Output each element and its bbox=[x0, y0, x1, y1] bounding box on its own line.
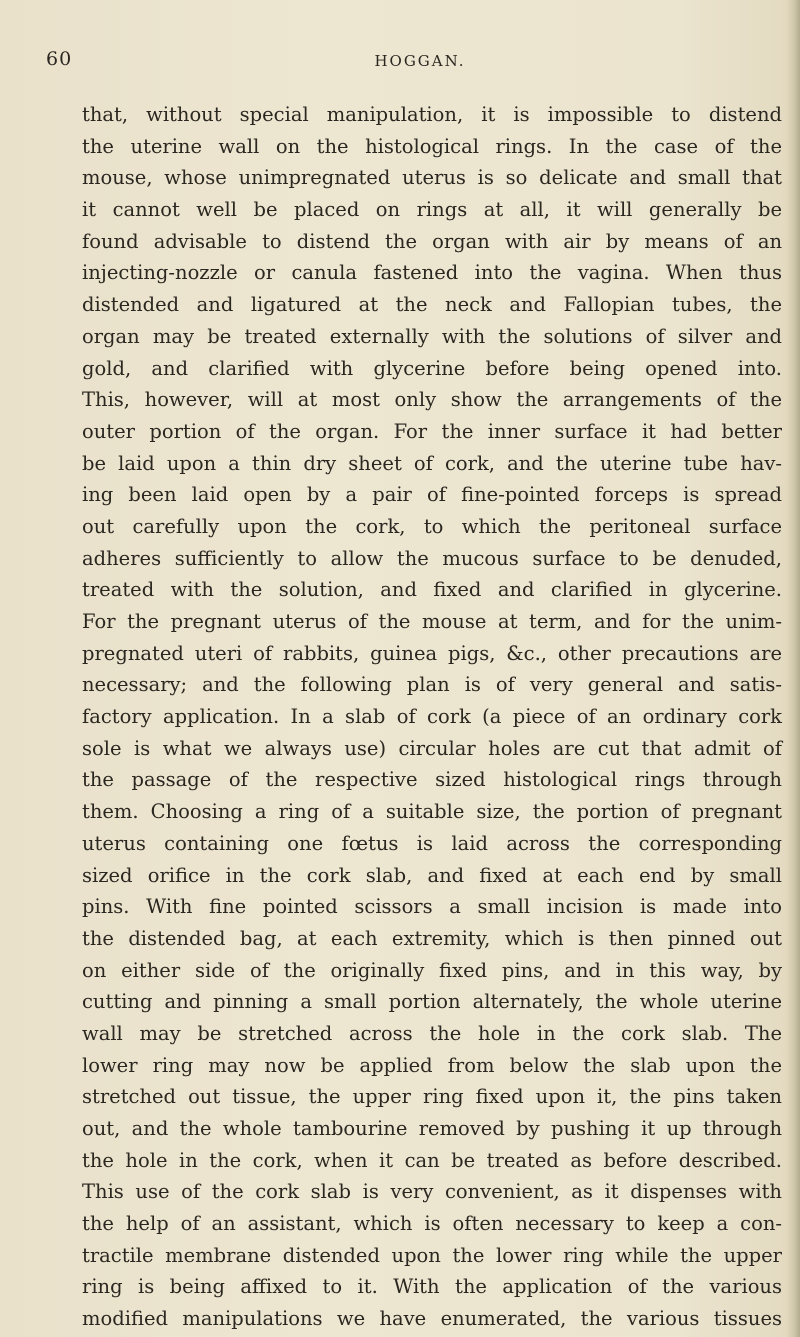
text-line: tractile membrane distended upon the lower ring while the upper bbox=[82, 1243, 782, 1267]
text-line: found advisable to distend the organ with air by means of an bbox=[82, 229, 782, 253]
text-line: sole is what we always use) circular holes are cut that admit of bbox=[82, 736, 782, 760]
text-line: ing been laid open by a pair of fine-pointed forceps is spread bbox=[82, 483, 782, 507]
text-line: This use of the cork slab is very convenient, as it dispenses with bbox=[82, 1180, 782, 1204]
text-line: be laid upon a thin dry sheet of cork, and the uterine tube hav- bbox=[82, 451, 782, 475]
text-line: pins. With fine pointed scissors a small incision is made into bbox=[82, 895, 782, 919]
text-line: the distended bag, at each extremity, which is then pinned out bbox=[82, 926, 782, 950]
text-line: necessary; and the following plan is of very general and satis- bbox=[82, 673, 782, 697]
text-line: distended and ligatured at the neck and Fallopian tubes, the bbox=[82, 293, 782, 317]
text-line: gold, and clarified with glycerine before being opened into. bbox=[82, 356, 782, 380]
body-paragraph bbox=[82, 99, 782, 1335]
text-line: outer portion of the organ. For the inner surface it had better bbox=[82, 419, 782, 443]
text-line: factory application. In a slab of cork (a piece of an ordinary cork bbox=[82, 705, 782, 729]
text-line: sized orifice in the cork slab, and fixed at each end by small bbox=[82, 863, 782, 887]
page-edge-shadow bbox=[786, 0, 800, 1337]
text-line: out, and the whole tambourine removed by pushing it up through bbox=[82, 1117, 782, 1140]
text-line: cutting and pinning a small portion alternately, the whole uterine bbox=[82, 990, 782, 1014]
text-line: the uterine wall on the histological rings. In the case of the bbox=[82, 134, 782, 158]
text-line: treated with the solution, and fixed and clarified in glycerine. bbox=[82, 578, 782, 602]
text-line: mouse, whose unimpregnated uterus is so delicate and small that bbox=[82, 166, 782, 190]
text-line: lower ring may now be applied from below the slab upon the bbox=[82, 1053, 782, 1077]
running-head bbox=[0, 52, 800, 70]
text-line: out carefully upon the cork, to which the peritoneal surface bbox=[82, 514, 782, 538]
text-line: organ may be treated externally with the solutions of silver and bbox=[82, 324, 782, 348]
text-line: it cannot well be placed on rings at all, it will generally be bbox=[82, 198, 782, 222]
text-line: adheres sufficiently to allow the mucous surface to be denuded, bbox=[82, 546, 782, 570]
running-head-text: HOGGAN. bbox=[374, 52, 466, 70]
text-line: uterus containing one fœtus is laid across the corresponding bbox=[82, 831, 782, 855]
page-number: 60 bbox=[46, 48, 73, 70]
text-line: on either side of the originally fixed pins, and in this way, by bbox=[82, 958, 782, 982]
text-line: pregnated uteri of rabbits, guinea pigs, &c., other precautions are bbox=[82, 641, 782, 665]
text-line: This, however, will at most only show the arrangements of the bbox=[82, 388, 782, 412]
text-line: the hole in the cork, when it can be treated as before described. bbox=[82, 1148, 782, 1172]
text-line: modified manipulations we have enumerated, the various tissues bbox=[82, 1307, 782, 1331]
text-line: stretched out tissue, the upper ring fixed upon it, the pins taken bbox=[82, 1085, 782, 1109]
text-line: wall may be stretched across the hole in the cork slab. The bbox=[82, 1021, 782, 1045]
text-line: the passage of the respective sized histological rings through bbox=[82, 768, 782, 792]
text-line: that, without special manipulation, it is impossible to distend bbox=[82, 103, 782, 126]
text-line: the help of an assistant, which is often necessary to keep a con- bbox=[82, 1212, 782, 1236]
text-line: injecting-nozzle or canula fastened into the vagina. When thus bbox=[82, 261, 782, 285]
text-line: ring is being affixed to it. With the application of the various bbox=[82, 1275, 782, 1299]
text-line: them. Choosing a ring of a suitable size, the portion of pregnant bbox=[82, 800, 782, 824]
text-line: For the pregnant uterus of the mouse at term, and for the unim- bbox=[82, 610, 782, 633]
